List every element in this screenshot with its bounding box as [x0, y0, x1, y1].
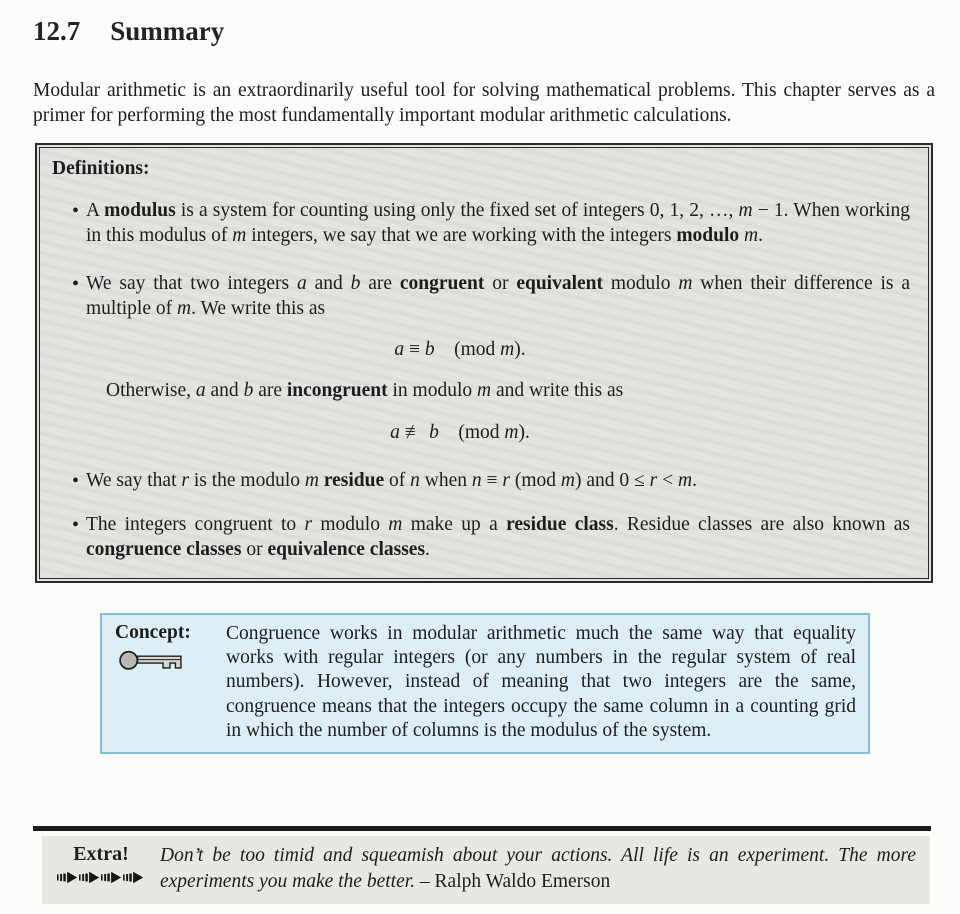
equation-incongruent: a ≢ b (mod m).: [390, 421, 530, 443]
definition-item-congruent: [72, 272, 910, 321]
concept-label: Concept:: [115, 622, 191, 643]
definition-text: A modulus is a system for counting using only the fixed set of integers 0, 1, 2, …, m − 1. When working in this modulus of m integers, we say that we are working with the integers modulo m.: [86, 200, 910, 246]
otherwise-paragraph: Otherwise, a and b are incongruent in modulo m and write this as: [106, 380, 624, 401]
extra-divider-rule: [33, 826, 931, 831]
fast-forward-arrows-icon: [50, 871, 152, 889]
definitions-box: [35, 143, 933, 583]
bullet-icon: [72, 272, 86, 298]
page-title: [33, 16, 935, 46]
key-icon: [117, 647, 211, 680]
extra-quote: Don’t be too timid and squeamish about your actions. All life is an experiment. The more experiments you make the better. – Ralph Waldo Emerson: [160, 845, 916, 893]
definition-item-residue: [72, 469, 910, 495]
definition-item-residue-class: [72, 513, 910, 562]
definition-text: We say that two integers a and b are congruent or equivalent modulo m when their difference is a multiple of m. We write this as: [86, 273, 910, 319]
definitions-heading: Definitions:: [52, 158, 150, 179]
equation-congruent: a ≡ b (mod m).: [394, 339, 526, 360]
extra-label: Extra!: [73, 843, 129, 866]
concept-text: Congruence works in modular arithmetic much the same way that equality works with regular integers (or any numbers in the regular system of real numbers). However, instead of meaning that two integers are the same, congruence means that the integers occupy the same column in a counting grid in which the number of columns is the modulus of the system.: [226, 623, 856, 741]
textbook-page: [0, 16, 960, 914]
extra-sidebar: [50, 843, 152, 895]
definition-text: We say that r is the modulo m residue of n when n ≡ r (mod m) and 0 ≤ r < m.: [86, 469, 697, 491]
extra-box: [42, 836, 930, 904]
section-number: 12.7: [33, 16, 81, 46]
bullet-icon: [72, 199, 86, 225]
definition-text: The integers congruent to r modulo m make up a residue class. Residue classes are also known as congruence classes or equivalence classes.: [86, 514, 911, 560]
bullet-icon: [72, 513, 86, 539]
definitions-box-inner: [39, 147, 929, 579]
definition-item-modulus: [72, 199, 910, 248]
concept-box: [100, 613, 870, 754]
bullet-icon: [72, 469, 86, 495]
concept-sidebar: [115, 622, 211, 743]
intro-paragraph: Modular arithmetic is an extraordinarily useful tool for solving mathematical problems. This chapter serves as a primer for performing the most fundamentally important modular arithmetic calculations.: [33, 80, 935, 126]
section-title: Summary: [110, 16, 225, 46]
